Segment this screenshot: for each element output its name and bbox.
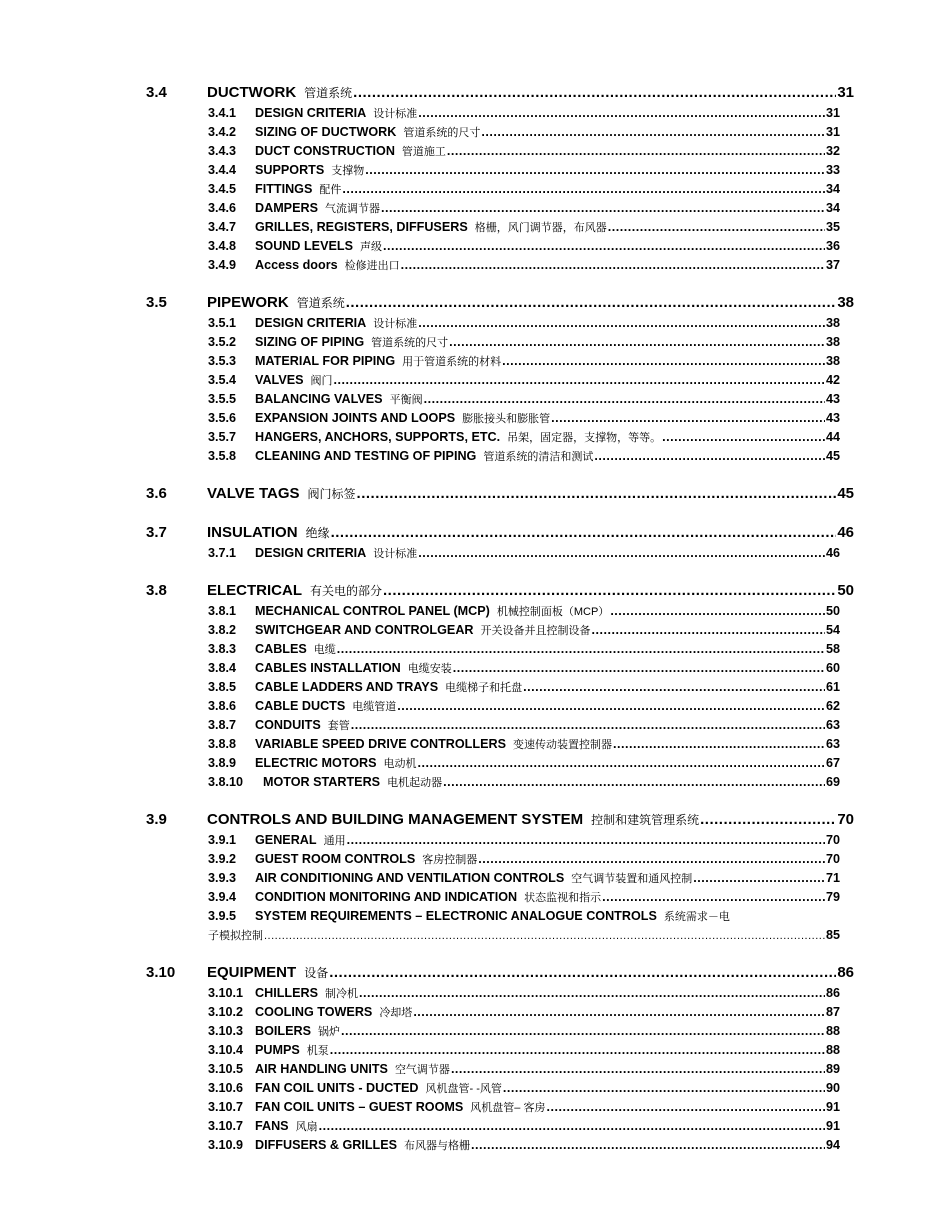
toc-subsection-row[interactable] bbox=[208, 774, 840, 793]
subsection-title: DIFFUSERS & GRILLES bbox=[255, 1138, 398, 1152]
toc-section-row[interactable] bbox=[146, 811, 854, 833]
subsection-page-number: 34 bbox=[825, 182, 840, 196]
subsection-number: 3.4.7 bbox=[208, 220, 237, 234]
dot-leader bbox=[346, 294, 837, 311]
subsection-page-number: 71 bbox=[825, 871, 840, 885]
subsection-page-number: 35 bbox=[825, 220, 840, 234]
subsection-title-cn: 膨胀接头和膨胀管 bbox=[462, 413, 551, 425]
subsection-page-number: 58 bbox=[825, 642, 840, 656]
toc-subsection-row[interactable] bbox=[208, 985, 840, 1004]
subsection-page-number: 46 bbox=[825, 546, 840, 560]
toc-subsection-row[interactable] bbox=[208, 870, 840, 889]
toc-subsection-row[interactable] bbox=[208, 353, 840, 372]
subsection-number: 3.5.3 bbox=[208, 354, 237, 368]
subsection-page-number: 50 bbox=[825, 604, 840, 618]
dot-leader bbox=[359, 986, 825, 1000]
subsection-title-cn: 状态监视和指示 bbox=[524, 892, 602, 904]
subsection-title-cn: 平衡阀 bbox=[389, 394, 423, 406]
subsection-title-cn: 管道系统的清洁和测试 bbox=[483, 451, 594, 463]
subsection-title: BOILERS bbox=[255, 1024, 311, 1038]
dot-leader bbox=[662, 430, 825, 444]
toc-subsection-row[interactable] bbox=[208, 736, 840, 755]
subsection-number: 3.10.9 bbox=[208, 1138, 244, 1152]
section-title-cn: 控制和建筑管理系统 bbox=[591, 813, 700, 827]
toc-subsection-row[interactable] bbox=[208, 679, 840, 698]
subsection-title: SYSTEM REQUIREMENTS – ELECTRONIC ANALOGUE CONTROLS bbox=[255, 909, 657, 923]
subsection-title-cn-continued: 子模拟控制 bbox=[208, 930, 263, 942]
toc-subsection-row[interactable] bbox=[208, 257, 840, 276]
subsection-title: MECHANICAL CONTROL PANEL (MCP) bbox=[255, 604, 490, 618]
dot-leader bbox=[608, 220, 825, 234]
subsection-title: Access doors bbox=[255, 258, 338, 272]
dot-leader bbox=[418, 756, 825, 770]
toc-subsection-row[interactable] bbox=[208, 908, 840, 927]
dot-leader bbox=[413, 1005, 825, 1019]
subsection-number: 3.10.1 bbox=[208, 986, 244, 1000]
dot-leader bbox=[397, 699, 825, 713]
subsection-page-number: 91 bbox=[825, 1100, 840, 1114]
subsection-number: 3.4.2 bbox=[208, 125, 237, 139]
subsection-title: SOUND LEVELS bbox=[255, 239, 353, 253]
subsection-title-cn: 管道施工 bbox=[401, 146, 446, 158]
toc-subsection-row[interactable] bbox=[208, 1061, 840, 1080]
toc-subsection-row[interactable] bbox=[208, 1004, 840, 1023]
subsection-number: 3.9.3 bbox=[208, 871, 237, 885]
toc-subsection-row[interactable] bbox=[208, 448, 840, 467]
subsection-title-cn: 电机起动器 bbox=[387, 777, 443, 789]
subsection-title: MOTOR STARTERS bbox=[263, 775, 381, 789]
subsection-title-cn: 设计标准 bbox=[373, 318, 418, 330]
subsection-title: CABLE DUCTS bbox=[255, 699, 346, 713]
subsection-title-cn: 机械控制面板（MCP） bbox=[496, 606, 610, 618]
subsection-title: CABLE LADDERS AND TRAYS bbox=[255, 680, 439, 694]
subsection-title-cn: 风扇 bbox=[295, 1121, 318, 1133]
toc-subsection-row[interactable] bbox=[208, 641, 840, 660]
toc-section-row[interactable] bbox=[146, 294, 854, 316]
subsection-title: DESIGN CRITERIA bbox=[255, 316, 367, 330]
subsection-title: HANGERS, ANCHORS, SUPPORTS, ETC. bbox=[255, 430, 501, 444]
subsection-number: 3.5.5 bbox=[208, 392, 237, 406]
toc-subsection-row[interactable] bbox=[208, 410, 840, 429]
section-page-number: 45 bbox=[837, 485, 854, 502]
subsection-title-cn: 布风器与格栅 bbox=[404, 1140, 471, 1152]
dot-leader bbox=[551, 411, 825, 425]
subsection-page-number: 42 bbox=[825, 373, 840, 387]
subsection-number: 3.5.6 bbox=[208, 411, 237, 425]
dot-leader bbox=[381, 201, 825, 215]
subsection-number: 3.7.1 bbox=[208, 546, 237, 560]
subsection-number: 3.8.2 bbox=[208, 623, 237, 637]
section-title-cn: 设备 bbox=[304, 966, 329, 980]
subsection-title-cn: 冷却塔 bbox=[379, 1007, 413, 1019]
subsection-title-cn: 阀门 bbox=[310, 375, 333, 387]
dot-leader bbox=[613, 737, 825, 751]
subsection-title: AIR HANDLING UNITS bbox=[255, 1062, 388, 1076]
dot-leader bbox=[319, 1119, 825, 1133]
subsection-title: FAN COIL UNITS – GUEST ROOMS bbox=[255, 1100, 464, 1114]
subsection-title: CONDUITS bbox=[255, 718, 321, 732]
subsection-title: VARIABLE SPEED DRIVE CONTROLLERS bbox=[255, 737, 506, 751]
subsection-page-number: 43 bbox=[825, 392, 840, 406]
dot-leader bbox=[342, 182, 825, 196]
toc-subsection-row[interactable] bbox=[208, 315, 840, 334]
toc-subsection-row[interactable] bbox=[208, 1023, 840, 1042]
subsection-page-number: 70 bbox=[825, 852, 840, 866]
subsection-title: SIZING OF DUCTWORK bbox=[255, 125, 397, 139]
subsection-page-number: 36 bbox=[825, 239, 840, 253]
dot-leader bbox=[424, 392, 825, 406]
subsection-title: PUMPS bbox=[255, 1043, 300, 1057]
dot-leader bbox=[401, 258, 825, 272]
subsection-page-number: 67 bbox=[825, 756, 840, 770]
subsection-page-number: 91 bbox=[825, 1119, 840, 1133]
subsection-title: DESIGN CRITERIA bbox=[255, 106, 367, 120]
dot-leader bbox=[365, 163, 825, 177]
subsection-page-number: 88 bbox=[825, 1043, 840, 1057]
dot-leader bbox=[330, 1043, 825, 1057]
dot-leader bbox=[693, 871, 825, 885]
toc-subsection-row[interactable] bbox=[208, 124, 840, 143]
subsection-title-cn: 开关设备并且控制设备 bbox=[480, 625, 591, 637]
toc-subsection-row[interactable] bbox=[208, 200, 840, 219]
subsection-number: 3.4.8 bbox=[208, 239, 237, 253]
dot-leader bbox=[502, 354, 825, 368]
toc-subsection-row[interactable] bbox=[208, 105, 840, 124]
dot-leader bbox=[449, 335, 825, 349]
subsection-number: 3.8.1 bbox=[208, 604, 237, 618]
subsection-title-cn: 管道系统的尺寸 bbox=[371, 337, 449, 349]
subsection-number: 3.10.3 bbox=[208, 1024, 244, 1038]
subsection-page-number: 63 bbox=[825, 737, 840, 751]
subsection-title-cn: 设计标准 bbox=[373, 548, 418, 560]
subsection-title-cn: 空气调节器 bbox=[394, 1064, 450, 1076]
section-title: INSULATION bbox=[207, 524, 298, 541]
subsection-page-number: 79 bbox=[825, 890, 840, 904]
dot-leader bbox=[418, 546, 825, 560]
subsection-number: 3.5.7 bbox=[208, 430, 237, 444]
toc-subsection-row[interactable] bbox=[208, 372, 840, 391]
toc-subsection-row[interactable] bbox=[208, 1137, 840, 1156]
subsection-title-cn: 配件 bbox=[319, 184, 342, 196]
subsection-title-cn: 机泵 bbox=[306, 1045, 329, 1057]
section-number: 3.10 bbox=[146, 964, 176, 981]
dot-leader bbox=[478, 852, 825, 866]
subsection-title-cn: 电缆 bbox=[313, 644, 336, 656]
subsection-title-cn: 通用 bbox=[323, 835, 346, 847]
subsection-title: CABLES bbox=[255, 642, 307, 656]
section-title: PIPEWORK bbox=[207, 294, 289, 311]
toc-subsection-row[interactable] bbox=[208, 1042, 840, 1061]
section-title-cn: 有关电的部分 bbox=[310, 584, 383, 598]
subsection-number: 3.4.3 bbox=[208, 144, 237, 158]
subsection-number: 3.10.2 bbox=[208, 1005, 244, 1019]
subsection-page-number: 89 bbox=[825, 1062, 840, 1076]
dot-leader bbox=[331, 524, 837, 541]
subsection-title: MATERIAL FOR PIPING bbox=[255, 354, 396, 368]
toc-section-row[interactable] bbox=[146, 485, 854, 507]
subsection-title: DAMPERS bbox=[255, 201, 318, 215]
subsection-title: FANS bbox=[255, 1119, 289, 1133]
subsection-title: CLEANING AND TESTING OF PIPING bbox=[255, 449, 477, 463]
subsection-number: 3.10.5 bbox=[208, 1062, 244, 1076]
subsection-number: 3.8.4 bbox=[208, 661, 237, 675]
toc-subsection-row[interactable] bbox=[208, 545, 840, 564]
section-number: 3.7 bbox=[146, 524, 167, 541]
subsection-number: 3.4.5 bbox=[208, 182, 237, 196]
dot-leader bbox=[471, 1138, 825, 1152]
toc-subsection-row[interactable] bbox=[208, 755, 840, 774]
dot-leader bbox=[546, 1100, 825, 1114]
subsection-title: VALVES bbox=[255, 373, 304, 387]
subsection-title-cn: 风机盘管– 客房 bbox=[470, 1102, 546, 1114]
subsection-number: 3.5.1 bbox=[208, 316, 237, 330]
subsection-number: 3.10.7 bbox=[208, 1119, 244, 1133]
dot-leader bbox=[602, 890, 825, 904]
toc-section-row[interactable] bbox=[146, 524, 854, 546]
subsection-page-number: 54 bbox=[825, 623, 840, 637]
subsection-number: 3.8.5 bbox=[208, 680, 237, 694]
subsection-title-cn: 检修进出口 bbox=[344, 260, 400, 272]
subsection-page-number: 38 bbox=[825, 335, 840, 349]
subsection-title: DUCT CONSTRUCTION bbox=[255, 144, 395, 158]
dot-leader bbox=[383, 239, 825, 253]
subsection-title: FAN COIL UNITS - DUCTED bbox=[255, 1081, 419, 1095]
toc-subsection-row[interactable] bbox=[208, 1080, 840, 1099]
subsection-title-cn: 电缆梯子和托盘 bbox=[445, 682, 523, 694]
subsection-title: ELECTRIC MOTORS bbox=[255, 756, 377, 770]
dot-leader bbox=[451, 1062, 825, 1076]
dot-leader bbox=[337, 642, 825, 656]
subsection-page-number: 94 bbox=[825, 1138, 840, 1152]
subsection-page-number: 34 bbox=[825, 201, 840, 215]
subsection-page-number: 45 bbox=[825, 449, 840, 463]
subsection-number: 3.5.8 bbox=[208, 449, 237, 463]
subsection-title-cn: 锅炉 bbox=[317, 1026, 340, 1038]
subsection-page-number: 60 bbox=[825, 661, 840, 675]
section-page-number: 86 bbox=[837, 964, 854, 981]
subsection-number: 3.9.4 bbox=[208, 890, 237, 904]
dot-leader bbox=[447, 144, 825, 158]
subsection-number: 3.5.2 bbox=[208, 335, 237, 349]
subsection-title: SWITCHGEAR AND CONTROLGEAR bbox=[255, 623, 474, 637]
subsection-title: SIZING OF PIPING bbox=[255, 335, 365, 349]
section-number: 3.5 bbox=[146, 294, 167, 311]
subsection-title: CABLES INSTALLATION bbox=[255, 661, 401, 675]
dot-leader bbox=[592, 623, 825, 637]
subsection-number: 3.8.7 bbox=[208, 718, 237, 732]
section-number: 3.9 bbox=[146, 811, 167, 828]
toc-subsection-row[interactable] bbox=[208, 391, 840, 410]
toc-subsection-row[interactable] bbox=[208, 334, 840, 353]
dot-leader bbox=[264, 930, 825, 942]
toc-subsection-row[interactable] bbox=[208, 832, 840, 851]
subsection-title-cn: 套管 bbox=[327, 720, 350, 732]
dot-leader bbox=[418, 316, 825, 330]
toc-section-row[interactable] bbox=[146, 84, 854, 106]
dot-leader bbox=[383, 582, 836, 599]
subsection-title-cn: 用于管道系统的材料 bbox=[402, 356, 502, 368]
section-title-cn: 绝缘 bbox=[305, 526, 330, 540]
subsection-title: CHILLERS bbox=[255, 986, 318, 1000]
toc-subsection-row[interactable] bbox=[208, 181, 840, 200]
dot-leader bbox=[329, 964, 836, 981]
section-page-number: 50 bbox=[837, 582, 854, 599]
subsection-title-cn: 气流调节器 bbox=[324, 203, 380, 215]
subsection-number: 3.8.6 bbox=[208, 699, 237, 713]
subsection-page-number: 61 bbox=[825, 680, 840, 694]
section-number: 3.4 bbox=[146, 84, 167, 101]
toc-subsection-row[interactable] bbox=[208, 622, 840, 641]
dot-leader bbox=[334, 373, 825, 387]
toc-section-row[interactable] bbox=[146, 964, 854, 986]
toc-subsection-continuation[interactable] bbox=[208, 927, 840, 946]
subsection-number: 3.9.1 bbox=[208, 833, 237, 847]
dot-leader bbox=[523, 680, 825, 694]
subsection-number: 3.8.8 bbox=[208, 737, 237, 751]
section-title: EQUIPMENT bbox=[207, 964, 297, 981]
dot-leader bbox=[443, 775, 825, 789]
subsection-page-number: 85 bbox=[825, 928, 840, 942]
subsection-number: 3.10.7 bbox=[208, 1100, 244, 1114]
dot-leader bbox=[357, 485, 837, 502]
subsection-title-cn: 吊架，固定器，支撑物，等等。 bbox=[507, 432, 662, 444]
section-title: DUCTWORK bbox=[207, 84, 297, 101]
subsection-title: GRILLES, REGISTERS, DIFFUSERS bbox=[255, 220, 468, 234]
subsection-page-number: 43 bbox=[825, 411, 840, 425]
subsection-title: COOLING TOWERS bbox=[255, 1005, 373, 1019]
subsection-number: 3.5.4 bbox=[208, 373, 237, 387]
subsection-title-cn: 声级 bbox=[359, 241, 382, 253]
subsection-title-cn: 空气调节装置和通风控制 bbox=[571, 873, 693, 885]
subsection-number: 3.4.1 bbox=[208, 106, 237, 120]
section-title: VALVE TAGS bbox=[207, 485, 300, 502]
subsection-page-number: 31 bbox=[825, 125, 840, 139]
subsection-page-number: 31 bbox=[825, 106, 840, 120]
dot-leader bbox=[610, 604, 825, 618]
dot-leader bbox=[347, 833, 825, 847]
subsection-number: 3.8.10 bbox=[208, 775, 244, 789]
subsection-number: 3.10.4 bbox=[208, 1043, 244, 1057]
subsection-title-cn: 电缆安装 bbox=[407, 663, 452, 675]
subsection-title: GUEST ROOM CONTROLS bbox=[255, 852, 416, 866]
toc-subsection-row[interactable] bbox=[208, 851, 840, 870]
subsection-title-cn: 格栅，风门调节器，布风器 bbox=[474, 222, 607, 234]
subsection-title: CONDITION MONITORING AND INDICATION bbox=[255, 890, 518, 904]
toc-section-row[interactable] bbox=[146, 582, 854, 604]
section-number: 3.6 bbox=[146, 485, 167, 502]
subsection-title-cn: 系统需求－电 bbox=[663, 911, 730, 923]
section-title-cn: 阀门标签 bbox=[307, 487, 356, 501]
subsection-page-number: 44 bbox=[825, 430, 840, 444]
toc-subsection-row[interactable] bbox=[208, 889, 840, 908]
subsection-page-number: 33 bbox=[825, 163, 840, 177]
toc-subsection-row[interactable] bbox=[208, 717, 840, 736]
subsection-number: 3.4.6 bbox=[208, 201, 237, 215]
subsection-title-cn: 电动机 bbox=[383, 758, 417, 770]
dot-leader bbox=[453, 661, 825, 675]
section-title-cn: 管道系统 bbox=[296, 296, 345, 310]
toc-subsection-row[interactable] bbox=[208, 143, 840, 162]
subsection-title: BALANCING VALVES bbox=[255, 392, 383, 406]
subsection-title-cn: 客房控制器 bbox=[422, 854, 478, 866]
section-number: 3.8 bbox=[146, 582, 167, 599]
subsection-title: DESIGN CRITERIA bbox=[255, 546, 367, 560]
subsection-page-number: 38 bbox=[825, 354, 840, 368]
section-title: ELECTRICAL bbox=[207, 582, 302, 599]
subsection-page-number: 69 bbox=[825, 775, 840, 789]
subsection-page-number: 32 bbox=[825, 144, 840, 158]
section-page-number: 46 bbox=[837, 524, 854, 541]
section-page-number: 70 bbox=[837, 811, 854, 828]
dot-leader bbox=[418, 106, 825, 120]
dot-leader bbox=[351, 718, 825, 732]
subsection-title-cn: 管道系统的尺寸 bbox=[403, 127, 481, 139]
section-title: CONTROLS AND BUILDING MANAGEMENT SYSTEM bbox=[207, 811, 584, 828]
subsection-title: SUPPORTS bbox=[255, 163, 325, 177]
subsection-title: AIR CONDITIONING AND VENTILATION CONTROLS bbox=[255, 871, 565, 885]
subsection-title: GENERAL bbox=[255, 833, 317, 847]
subsection-title: FITTINGS bbox=[255, 182, 313, 196]
subsection-page-number: 63 bbox=[825, 718, 840, 732]
subsection-page-number: 90 bbox=[825, 1081, 840, 1095]
subsection-number: 3.4.9 bbox=[208, 258, 237, 272]
subsection-number: 3.10.6 bbox=[208, 1081, 244, 1095]
subsection-number: 3.4.4 bbox=[208, 163, 237, 177]
subsection-number: 3.8.9 bbox=[208, 756, 237, 770]
toc-subsection-row[interactable] bbox=[208, 660, 840, 679]
subsection-page-number: 37 bbox=[825, 258, 840, 272]
toc-subsection-row[interactable] bbox=[208, 698, 840, 717]
subsection-title: EXPANSION JOINTS AND LOOPS bbox=[255, 411, 456, 425]
subsection-page-number: 87 bbox=[825, 1005, 840, 1019]
subsection-number: 3.8.3 bbox=[208, 642, 237, 656]
dot-leader bbox=[481, 125, 825, 139]
dot-leader bbox=[353, 84, 836, 101]
toc-subsection-row[interactable] bbox=[208, 1099, 840, 1118]
section-page-number: 38 bbox=[837, 294, 854, 311]
subsection-title-cn: 设计标准 bbox=[373, 108, 418, 120]
toc-subsection-row[interactable] bbox=[208, 429, 840, 448]
subsection-number: 3.9.5 bbox=[208, 909, 237, 923]
subsection-title-cn: 电缆管道 bbox=[352, 701, 397, 713]
subsection-page-number: 86 bbox=[825, 986, 840, 1000]
dot-leader bbox=[594, 449, 825, 463]
subsection-title-cn: 制冷机 bbox=[324, 988, 358, 1000]
toc-subsection-row[interactable] bbox=[208, 162, 840, 181]
subsection-number: 3.9.2 bbox=[208, 852, 237, 866]
subsection-page-number: 38 bbox=[825, 316, 840, 330]
toc-subsection-row[interactable] bbox=[208, 238, 840, 257]
subsection-title-cn: 风机盘管- -风管 bbox=[425, 1083, 502, 1095]
toc-subsection-row[interactable] bbox=[208, 1118, 840, 1137]
subsection-title-cn: 支撑物 bbox=[331, 165, 365, 177]
subsection-title-cn: 变速传动装置控制器 bbox=[512, 739, 612, 751]
toc-subsection-row[interactable] bbox=[208, 603, 840, 622]
section-page-number: 31 bbox=[837, 84, 854, 101]
subsection-page-number: 88 bbox=[825, 1024, 840, 1038]
dot-leader bbox=[700, 811, 836, 828]
subsection-page-number: 62 bbox=[825, 699, 840, 713]
toc-subsection-row[interactable] bbox=[208, 219, 840, 238]
subsection-page-number: 70 bbox=[825, 833, 840, 847]
section-title-cn: 管道系统 bbox=[304, 86, 353, 100]
dot-leader bbox=[503, 1081, 825, 1095]
dot-leader bbox=[341, 1024, 825, 1038]
